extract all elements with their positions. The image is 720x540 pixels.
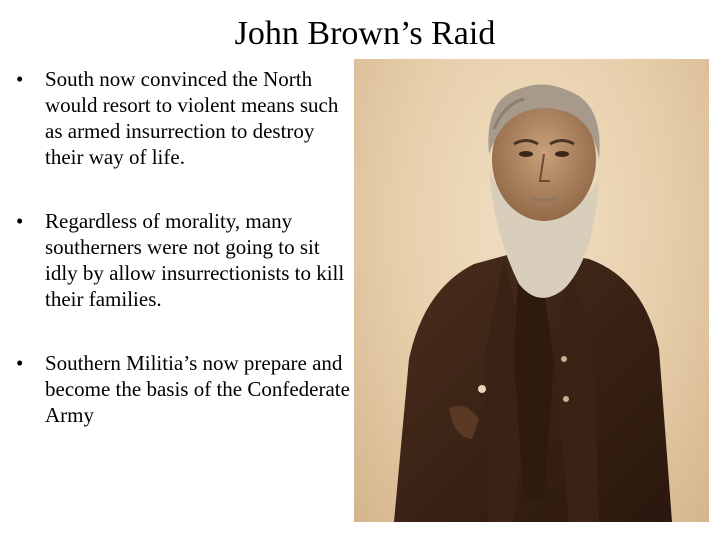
bullet-text: Regardless of morality, many southerners were not going to sit idly by allow insurrectionists to kill their families. (45, 209, 345, 311)
coat-button (478, 385, 486, 393)
bullet-list (16, 66, 354, 428)
bullet-icon: • (16, 209, 24, 233)
bullet-item (16, 66, 354, 170)
bullet-text: South now convinced the North would resort to violent means such as armed insurrection to destroy their way of life. (45, 67, 339, 169)
slide-title: John Brown’s Raid (234, 15, 496, 52)
bullet-icon: • (16, 351, 24, 375)
portrait-illustration (354, 59, 709, 522)
bullet-item (16, 208, 354, 312)
bullet-text: Southern Militia’s now prepare and become the basis of the Confederate Army (45, 351, 350, 427)
bullet-icon: • (16, 67, 24, 91)
bullet-item (16, 350, 354, 428)
portrait-photo (354, 59, 709, 522)
